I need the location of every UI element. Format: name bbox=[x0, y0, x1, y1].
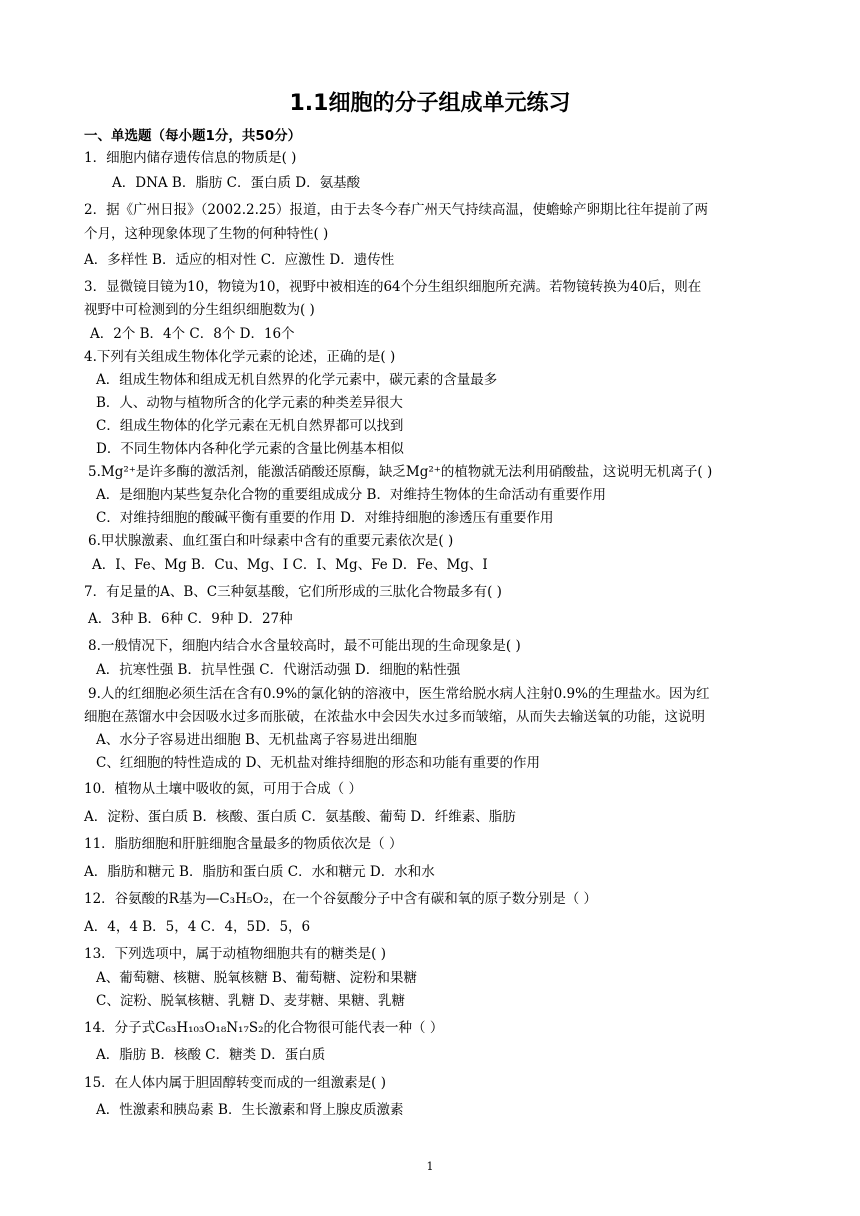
document-title: 1.1细胞的分子组成单元练习 bbox=[289, 91, 571, 116]
question-4: 4.下列有关组成生物体化学元素的论述，正确的是( ) bbox=[84, 349, 396, 365]
section-heading: 一、单选题（每小题1分，共50分） bbox=[84, 128, 302, 144]
question-4-option-c: C．组成生物体的化学元素在无机自然界都可以找到 bbox=[96, 418, 404, 434]
question-8-options: A．抗寒性强 B．抗旱性强 C．代谢活动强 D．细胞的粘性强 bbox=[96, 662, 461, 678]
question-14: 14．分子式C₆₃H₁₀₃O₁₈N₁₇S₂的化合物很可能代表一种（ ） bbox=[84, 1020, 444, 1036]
question-5-options-cd: C．对维持细胞的酸碱平衡有重要的作用 D．对维持细胞的渗透压有重要作用 bbox=[96, 510, 554, 526]
question-12: 12．谷氨酸的R基为—C₃H₅O₂，在一个谷氨酸分子中含有碳和氧的原子数分别是（ ） bbox=[84, 891, 598, 907]
question-9-options-cd: C、红细胞的特性造成的 D、无机盐对维持细胞的形态和功能有重要的作用 bbox=[96, 755, 540, 771]
question-4-option-a: A．组成生物体和组成无机自然界的化学元素中，碳元素的含量最多 bbox=[96, 372, 498, 388]
question-11: 11．脂肪细胞和肝脏细胞含量最多的物质依次是（ ） bbox=[84, 836, 403, 852]
question-11-options: A．脂肪和糖元 B．脂肪和蛋白质 C．水和糖元 D．水和水 bbox=[84, 864, 435, 880]
question-14-options: A．脂肪 B．核酸 C．糖类 D．蛋白质 bbox=[96, 1047, 326, 1063]
question-15: 15．在人体内属于胆固醇转变而成的一组激素是( ) bbox=[84, 1075, 387, 1091]
question-3: 3．显微镜目镜为10，物镜为10，视野中被相连的64个分生组织细胞所充满。若物镜转换为40后，则在 bbox=[84, 279, 702, 295]
question-13: 13．下列选项中，属于动植物细胞共有的糖类是( ) bbox=[84, 946, 387, 962]
question-2: 2．据《广州日报》（2002.2.25）报道，由于去冬今春广州天气持续高温，使蟾蜍产卵期比往年提前了两 bbox=[84, 202, 709, 218]
question-13-options-ab: A、葡萄糖、核糖、脱氧核糖 B、葡萄糖、淀粉和果糖 bbox=[96, 970, 417, 986]
question-15-options: A．性激素和胰岛素 B．生长激素和肾上腺皮质激素 bbox=[96, 1102, 404, 1118]
question-10: 10．植物从土壤中吸收的氮，可用于合成（ ） bbox=[84, 781, 362, 797]
question-4-option-d: D．不同生物体内各种化学元素的含量比例基本相似 bbox=[96, 441, 404, 457]
question-3-cont: 视野中可检测到的分生组织细胞数为( ) bbox=[84, 302, 315, 318]
question-10-options: A．淀粉、蛋白质 B．核酸、蛋白质 C．氨基酸、葡萄 D．纤维素、脂肪 bbox=[84, 809, 516, 825]
question-1-options: A．DNA B．脂肪 C．蛋白质 D．氨基酸 bbox=[112, 175, 361, 191]
question-5: 5.Mg²⁺是许多酶的激活剂，能激活硝酸还原酶，缺乏Mg²⁺的植物就无法利用硝酸盐，这说明无机离子( ) bbox=[88, 464, 713, 480]
question-6: 6.甲状腺激素、血红蛋白和叶绿素中含有的重要元素依次是( ) bbox=[88, 533, 454, 549]
question-9-cont: 细胞在蒸馏水中会因吸水过多而胀破，在浓盐水中会因失水过多而皱缩，从而失去输送氧的功能，这说明 bbox=[84, 709, 705, 725]
question-2-options: A．多样性 B．适应的相对性 C．应激性 D．遗传性 bbox=[84, 252, 395, 268]
question-13-options-cd: C、淀粉、脱氧核糖、乳糖 D、麦芽糖、果糖、乳糖 bbox=[96, 993, 405, 1009]
question-9-options-ab: A、水分子容易进出细胞 B、无机盐离子容易进出细胞 bbox=[96, 732, 417, 748]
question-2-cont: 个月，这种现象体现了生物的何种特性( ) bbox=[84, 226, 329, 242]
question-8: 8.一般情况下，细胞内结合水含量较高时，最不可能出现的生命现象是( ) bbox=[88, 638, 521, 654]
question-1: 1．细胞内储存遗传信息的物质是( ) bbox=[84, 150, 297, 166]
question-5-options-ab: A．是细胞内某些复杂化合物的重要组成成分 B．对维持生物体的生命活动有重要作用 bbox=[96, 487, 606, 503]
question-4-option-b: B．人、动物与植物所含的化学元素的种类差异很大 bbox=[96, 395, 403, 411]
page-number: 1 bbox=[426, 1160, 434, 1173]
question-6-options: A．I、Fe、Mg B．Cu、Mg、I C．I、Mg、Fe D．Fe、Mg、I bbox=[92, 557, 488, 573]
question-7-options: A．3种 B．6种 C．9种 D．27种 bbox=[88, 611, 293, 627]
question-9: 9.人的红细胞必须生活在含有0.9%的氯化钠的溶液中，医生常给脱水病人注射0.9%的生理盐水。因为红 bbox=[88, 686, 710, 702]
question-3-options: A．2个 B．4个 C．8个 D．16个 bbox=[90, 326, 295, 342]
question-7: 7．有足量的A、B、C三种氨基酸，它们所形成的三肽化合物最多有( ) bbox=[84, 584, 502, 600]
question-12-options: A．4，4 B．5，4 C．4，5D．5，6 bbox=[84, 919, 311, 935]
